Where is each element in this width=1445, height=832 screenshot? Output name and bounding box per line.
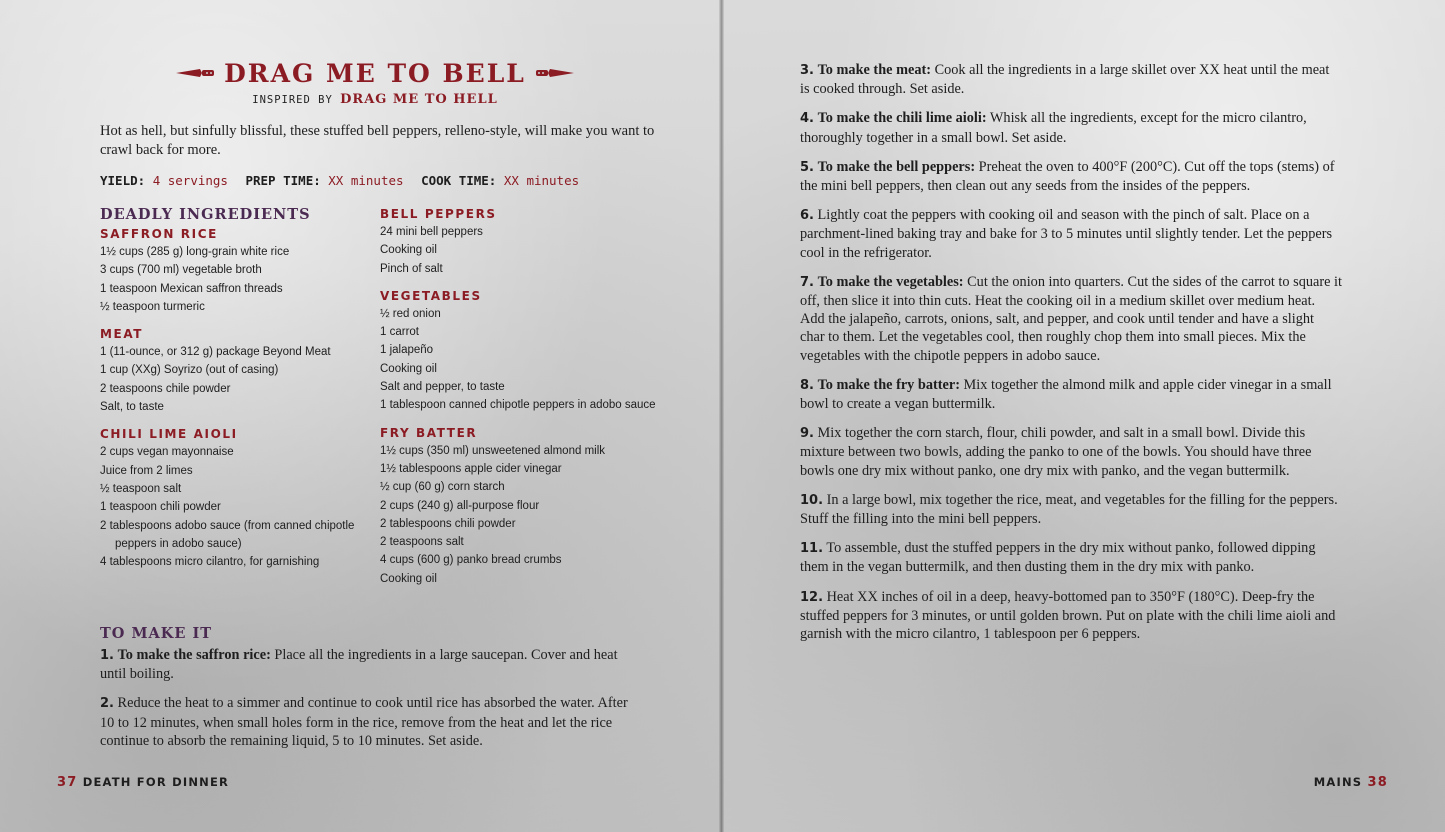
page-number: 37 (57, 775, 78, 790)
yield-value: 4 servings (152, 173, 228, 188)
cook-value: XX minutes (503, 173, 580, 188)
to-make-heading: TO MAKE IT (100, 625, 213, 642)
ingredient-item: 1 cup (XXg) Soyrizo (out of casing) (100, 364, 279, 377)
ingredient-item: 2 teaspoons salt (380, 536, 464, 549)
step-text: In a large bowl, mix together the rice, meat, and vegetables for the filling for the peppers. Stuff the filling into the mini bell peppers. (800, 491, 1338, 528)
step-text: Preheat the oven to 400°F (200°C). Cut off the tops (stems) of the mini bell peppers, then clean out any seeds from the insides of the peppers. (800, 158, 1335, 195)
ingredient-group (380, 288, 670, 415)
footer-section: MAINS (1313, 775, 1363, 789)
cook-label: COOK TIME: (421, 173, 497, 188)
ingredient-item: ½ cup (60 g) corn starch (380, 481, 505, 494)
ingredient-group-heading: FRY BATTER (380, 425, 478, 440)
footer-right (1314, 775, 1388, 790)
footer-book-title: DEATH FOR DINNER (82, 775, 230, 789)
method-step (800, 588, 1342, 644)
ingredient-item: ½ teaspoon salt (100, 482, 182, 495)
step-text: Heat XX inches of oil in a deep, heavy-bottomed pan to 350°F (180°C). Deep-fry the stuffed peppers for 3 minutes, or until golden brown. Put on plate with the chili lime aioli and garnish with the micro cilantro, 1 tablespoon per 6 peppers. (800, 588, 1336, 643)
step-number: 9. (800, 426, 814, 442)
ingredient-item: 2 cups (240 g) all-purpose flour (380, 499, 540, 512)
ingredient-item: 2 tablespoons adobo sauce (from canned chipotle peppers in adobo sauce) (100, 519, 355, 550)
ingredient-group-heading: SAFFRON RICE (100, 227, 218, 241)
method-step (800, 273, 1342, 365)
step-number: 7. (800, 274, 814, 290)
method-step (800, 158, 1342, 195)
book-gutter (719, 0, 724, 832)
ingredient-item: ½ red onion (380, 307, 441, 320)
step-lead: To make the bell peppers: (817, 158, 976, 175)
knife-icon (174, 65, 216, 81)
ingredient-item: 1 carrot (380, 326, 419, 339)
method-step (800, 206, 1342, 262)
ingredient-group-heading: VEGETABLES (380, 288, 482, 303)
step-lead: To make the saffron rice: (117, 647, 271, 663)
ingredient-group-heading: BELL PEPPERS (380, 207, 497, 221)
recipe-title: DRAG ME TO BELL (224, 58, 526, 88)
step-number: 10. (800, 492, 824, 508)
yield-label: YIELD: (100, 173, 146, 188)
yield-line (100, 173, 680, 188)
title-row (160, 58, 590, 88)
ingredients-column-left (100, 206, 370, 581)
method-step (800, 61, 1342, 98)
ingredient-group (100, 326, 370, 416)
step-number: 1. (100, 648, 114, 663)
ingredient-item: ½ teaspoon turmeric (100, 300, 205, 313)
step-text: Whisk all the ingredients, except for the micro cilantro, thoroughly together in a small bowl. Set aside. (800, 110, 1307, 146)
ingredient-group (380, 206, 670, 278)
ingredient-item: 4 cups (600 g) panko bread crumbs (380, 554, 562, 567)
ingredient-item: 3 cups (700 ml) vegetable broth (100, 264, 262, 277)
ingredients-column-right (380, 206, 670, 598)
ingredient-item: 2 tablespoons chili powder (380, 517, 516, 530)
left-page (0, 0, 722, 832)
method-step (800, 424, 1342, 480)
step-text: Place all the ingredients in a large saucepan. Cover and heat until boiling. (100, 647, 618, 683)
steps-left (100, 646, 640, 761)
ingredient-item: 4 tablespoons micro cilantro, for garnishing (100, 556, 320, 569)
right-page (722, 0, 1445, 832)
prep-value: XX minutes (328, 173, 404, 188)
ingredient-item: Cooking oil (380, 572, 437, 585)
inspired-movie: DRAG ME TO HELL (340, 92, 498, 107)
footer-left (57, 775, 229, 790)
step-lead: To make the chili lime aioli: (817, 110, 987, 127)
ingredient-item: Salt and pepper, to taste (380, 381, 505, 394)
ingredients-heading: DEADLY INGREDIENTS (100, 206, 311, 223)
inspired-line (160, 92, 590, 107)
step-lead: To make the meat: (817, 62, 931, 78)
inspired-prefix: INSPIRED BY (252, 94, 333, 106)
ingredient-item: 1½ tablespoons apple cider vinegar (380, 462, 562, 475)
ingredient-item: 1 teaspoon chili powder (100, 501, 221, 514)
step-number: 8. (800, 377, 814, 393)
method-step (800, 376, 1342, 413)
step-text: Lightly coat the peppers with cooking oil and season with the pinch of salt. Place on a parchment-lined baking tray and bake for 3 to 5 minutes until slightly tender. Let the peppers cool in the refrigerator. (800, 207, 1333, 261)
method-step (800, 491, 1342, 528)
ingredient-item: 24 mini bell peppers (380, 226, 483, 238)
ingredient-group-heading: MEAT (100, 327, 144, 342)
ingredient-item: Salt, to taste (100, 401, 164, 414)
method-step (800, 539, 1342, 576)
ingredient-item: Cooking oil (380, 244, 437, 257)
ingredient-item: 1 jalapeño (380, 344, 434, 357)
ingredient-item: Pinch of salt (380, 262, 443, 275)
step-text: Cook all the ingredients in a large skillet over XX heat until the meat is cooked through. Set aside. (800, 62, 1330, 98)
method-step (100, 646, 640, 683)
step-text: Mix together the corn starch, flour, chili powder, and salt in a small bowl. Divide this mixture between two bowls, adding the panko to one of the bowls. You should have three bowls one dry mix without panko, one dry mix with panko, and the vegan buttermilk. (800, 425, 1312, 479)
step-number: 2. (100, 696, 114, 712)
ingredient-group (380, 425, 670, 588)
intro-paragraph: Hot as hell, but sinfully blissful, these stuffed bell peppers, relleno-style, will make you want to crawl back for more. (100, 123, 655, 158)
steps-right (800, 61, 1342, 654)
ingredient-item: 1 tablespoon canned chipotle peppers in adobo sauce (380, 399, 656, 412)
page-number: 38 (1367, 775, 1388, 790)
method-step (100, 694, 640, 750)
ingredient-group-heading: CHILI LIME AIOLI (100, 427, 238, 442)
step-lead: To make the vegetables: (817, 273, 964, 290)
ingredient-item: 1 teaspoon Mexican saffron threads (100, 282, 283, 295)
knife-icon (534, 65, 576, 81)
step-text: Mix together the almond milk and apple cider vinegar in a small bowl to create a vegan buttermilk. (800, 376, 1332, 413)
step-text: Reduce the heat to a simmer and continue to cook until rice has absorbed the water. After 10 to 12 minutes, when small holes form in the rice, remove from the heat and let the rice continue to absorb the remaining liquid, 5 to 10 minutes. Set aside. (100, 695, 628, 749)
ingredient-item: 2 teaspoons chile powder (100, 382, 231, 395)
step-number: 4. (800, 111, 814, 127)
ingredient-group (100, 226, 370, 316)
step-number: 3. (800, 63, 814, 78)
step-text: Cut the onion into quarters. Cut the sides of the carrot to square it off, then slice it into thin cuts. Heat the cooking oil in a medium skillet over medium heat. Add the jalapeño, carrots, onions, salt, and pepper, and cook until tender and have a slight char to them. Let the vegetables cool, then roughly chop them into small pieces. Mix the vegetables with the chipotle peppers in adobo sauce. (800, 273, 1342, 364)
step-text: To assemble, dust the stuffed peppers in the dry mix without panko, followed dipping them in the vegan buttermilk, and then dusting them in the dry mix with panko. (800, 540, 1316, 576)
ingredient-group (100, 426, 370, 571)
step-number: 12. (800, 589, 824, 605)
ingredient-item: 2 cups vegan mayonnaise (100, 446, 234, 459)
step-number: 11. (800, 541, 824, 557)
ingredient-item: 1½ cups (350 ml) unsweetened almond milk (380, 444, 606, 457)
ingredient-item: 1½ cups (285 g) long-grain white rice (100, 246, 290, 258)
step-number: 6. (800, 208, 814, 224)
ingredient-item: Juice from 2 limes (100, 464, 193, 477)
prep-label: PREP TIME: (245, 173, 321, 188)
ingredient-item: Cooking oil (380, 362, 437, 375)
ingredient-item: 1 (11-ounce, or 312 g) package Beyond Meat (100, 346, 331, 359)
step-lead: To make the fry batter: (817, 376, 960, 393)
step-number: 5. (800, 159, 814, 175)
method-step (800, 109, 1342, 146)
